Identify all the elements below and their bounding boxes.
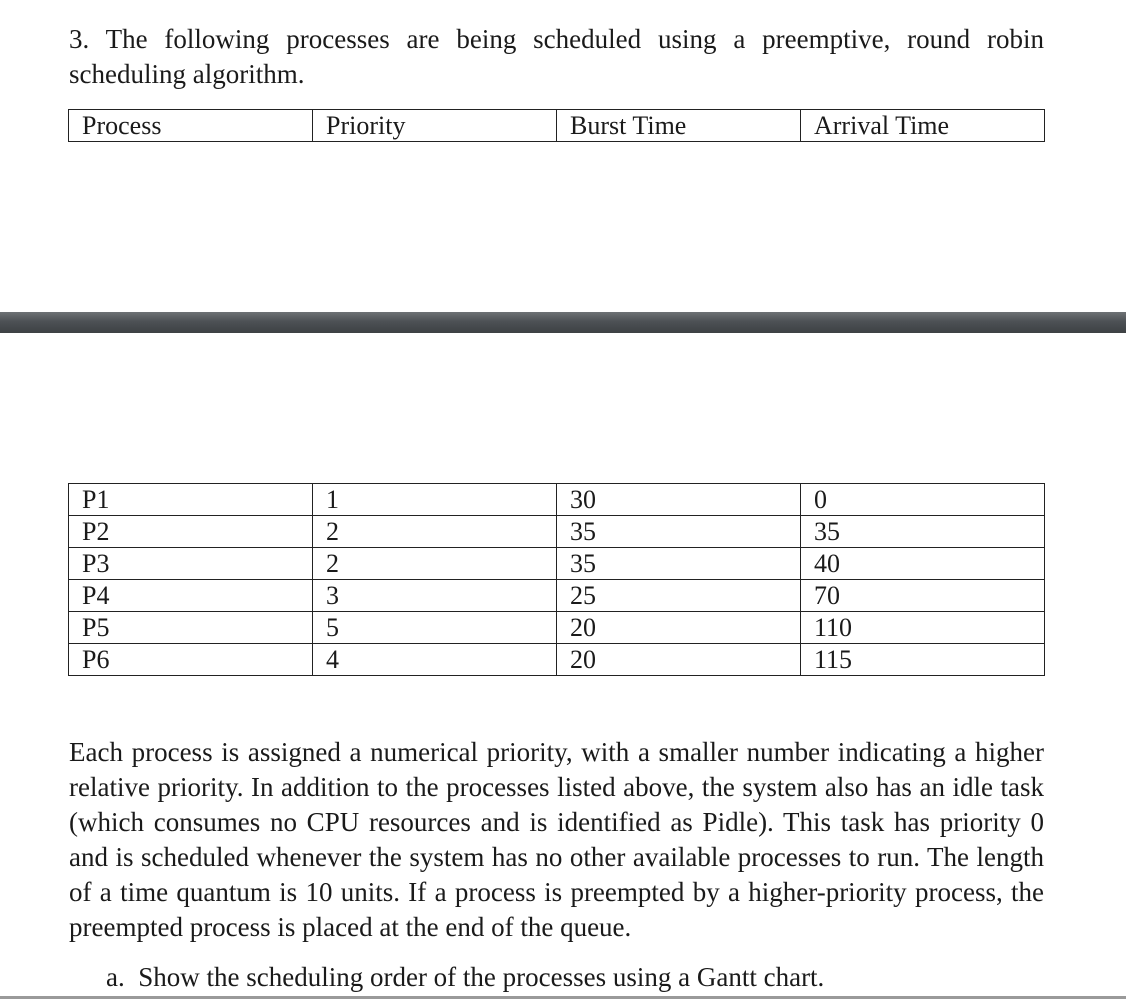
header-process: Process (69, 110, 313, 142)
process-table-header (68, 109, 1045, 142)
header-burst-time: Burst Time (557, 110, 801, 142)
bottom-edge (0, 996, 1126, 999)
cell-priority: 2 (313, 516, 557, 548)
cell-burst-time: 25 (557, 580, 801, 612)
cell-process: P6 (69, 644, 313, 676)
cell-burst-time: 30 (557, 484, 801, 516)
cell-burst-time: 20 (557, 644, 801, 676)
cell-burst-time: 35 (557, 548, 801, 580)
cell-priority: 3 (313, 580, 557, 612)
table-row (69, 580, 1045, 612)
sub-question (106, 960, 824, 995)
cell-process: P4 (69, 580, 313, 612)
table-row (69, 484, 1045, 516)
cell-process: P3 (69, 548, 313, 580)
cell-priority: 2 (313, 548, 557, 580)
description-paragraph: Each process is assigned a numerical priority, with a smaller number indicating a higher relative priority. In addition to the processes listed above, the system also has an idle task (which consumes no CPU resources and is identified as Pidle). This task has priority 0 and is scheduled whenever the system has no other available processes to run. The length of a time quantum is 10 units. If a process is preempted by a higher-priority process, the preempted process is placed at the end of the queue. (69, 737, 1044, 942)
table-header-row (69, 110, 1045, 142)
header-priority: Priority (313, 110, 557, 142)
process-table-body (68, 483, 1045, 676)
cell-process: P2 (69, 516, 313, 548)
cell-priority: 5 (313, 612, 557, 644)
cell-process: P1 (69, 484, 313, 516)
cell-priority: 1 (313, 484, 557, 516)
cell-priority: 4 (313, 644, 557, 676)
sub-question-label: a. (106, 962, 125, 992)
header-arrival-time: Arrival Time (801, 110, 1045, 142)
cell-arrival-time: 115 (801, 644, 1045, 676)
table-row (69, 516, 1045, 548)
table-row (69, 612, 1045, 644)
cell-process: P5 (69, 612, 313, 644)
cell-arrival-time: 70 (801, 580, 1045, 612)
cell-arrival-time: 110 (801, 612, 1045, 644)
cell-burst-time: 20 (557, 612, 801, 644)
page-divider (0, 312, 1126, 333)
sub-question-text: Show the scheduling order of the processes using a Gantt chart. (138, 962, 825, 992)
question-text: 3. The following processes are being scheduled using a preemptive, round robin scheduling algorithm. (69, 24, 1044, 89)
table-row (69, 548, 1045, 580)
cell-arrival-time: 0 (801, 484, 1045, 516)
table-row (69, 644, 1045, 676)
cell-arrival-time: 35 (801, 516, 1045, 548)
cell-burst-time: 35 (557, 516, 801, 548)
cell-arrival-time: 40 (801, 548, 1045, 580)
